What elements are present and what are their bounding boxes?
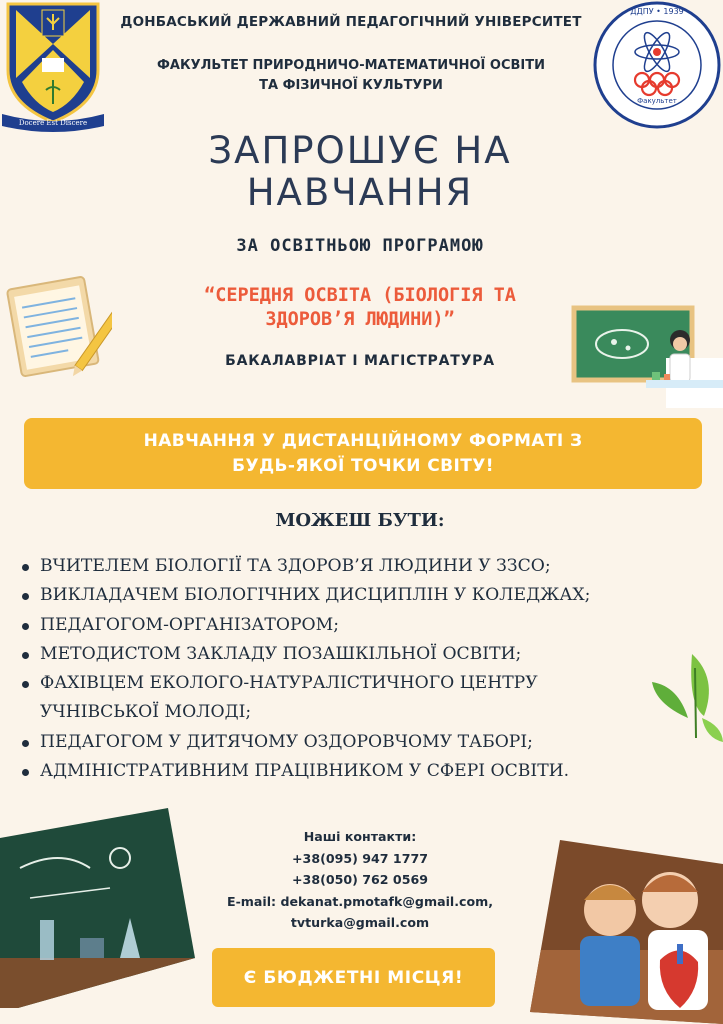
green-leaf-illustration (648, 648, 723, 744)
careers-list (22, 552, 722, 786)
list-item-continuation: УЧНІВСЬКОЇ МОЛОДІ; (40, 702, 252, 723)
list-item: ВЧИТЕЛЕМ БІОЛОГІЇ ТА ЗДОРОВ’Я ЛЮДИНИ У ЗЗСО; (22, 552, 722, 581)
invite-title (100, 130, 620, 214)
science-chalkboard-illustration (0, 808, 195, 1008)
list-item: ПЕДАГОГОМ У ДИТЯЧОМУ ОЗДОРОВЧОМУ ТАБОРІ; (22, 728, 722, 757)
faculty-name (112, 56, 590, 96)
university-crest-logo (2, 0, 104, 132)
phone-number[interactable]: +38(095) 947 1777 (292, 850, 428, 866)
invite-title-line2: НАВЧАННЯ (246, 171, 474, 214)
distance-learning-banner-text: НАВЧАННЯ У ДИСТАНЦІЙНОМУ ФОРМАТІ З БУДЬ-ЯКОЇ ТОЧКИ СВІТУ! (143, 430, 583, 476)
phone-number[interactable]: +38(050) 762 0569 (292, 872, 428, 887)
program-name-line1: “СЕРЕДНЯ ОСВІТА (БІОЛОГІЯ ТА (204, 285, 516, 306)
fac-logo-top-text: ДДПУ • 1939 (630, 7, 684, 16)
budget-places-badge: Є БЮДЖЕТНІ МІСЦЯ! (212, 948, 495, 1007)
list-item: ФАХІВЦЕМ ЕКОЛОГО-НАТУРАЛІСТИЧНОГО ЦЕНТРУ (22, 669, 722, 698)
university-name: ДОНБАСЬКИЙ ДЕРЖАВНИЙ ПЕДАГОГІЧНИЙ УНІВЕРСИТЕТ (120, 14, 582, 30)
notepad-pencil-illustration (0, 268, 112, 386)
list-item: АДМІНІСТРАТИВНИМ ПРАЦІВНИКОМ У СФЕРІ ОСВІТИ. (22, 757, 722, 786)
degree-levels: БАКАЛАВРІАТ І МАГІСТРАТУРА (225, 353, 495, 369)
faculty-round-logo (592, 0, 722, 130)
email-address[interactable]: tvturka@gmail.com (290, 915, 430, 930)
program-name-line2: ЗДОРОВ’Я ЛЮДИНИ)” (265, 309, 455, 330)
faculty-name-line2: ТА ФІЗИЧНОЇ КУЛЬТУРИ (259, 78, 443, 93)
teacher-blackboard-illustration (570, 298, 723, 413)
contacts-block (190, 826, 530, 934)
invite-title-line1: ЗАПРОШУЄ НА (208, 129, 512, 172)
uni-logo-motto: Docere Est Discere (18, 119, 88, 127)
list-item: МЕТОДИСТОМ ЗАКЛАДУ ПОЗАШКІЛЬНОЇ ОСВІТИ; (22, 640, 722, 669)
fac-logo-label: Факультет (637, 97, 677, 105)
program-name (110, 284, 610, 332)
distance-learning-banner (24, 418, 702, 489)
email-address[interactable]: E-mail: dekanat.pmotafk@gmail.com, (226, 893, 494, 909)
faculty-name-line1: ФАКУЛЬТЕТ ПРИРОДНИЧО-МАТЕМАТИЧНОЇ ОСВІТИ (157, 58, 545, 73)
children-heart-model-photo (530, 840, 723, 1024)
program-label: ЗА ОСВІТНЬОЮ ПРОГРАМОЮ (236, 236, 484, 256)
careers-heading: МОЖЕШ БУТИ: (275, 510, 445, 531)
list-item: ВИКЛАДАЧЕМ БІОЛОГІЧНИХ ДИСЦИПЛІН У КОЛЕДЖАХ; (22, 581, 722, 610)
list-item: ПЕДАГОГОМ-ОРГАНІЗАТОРОМ; (22, 611, 722, 640)
contacts-heading: Наші контакти: (303, 829, 417, 844)
